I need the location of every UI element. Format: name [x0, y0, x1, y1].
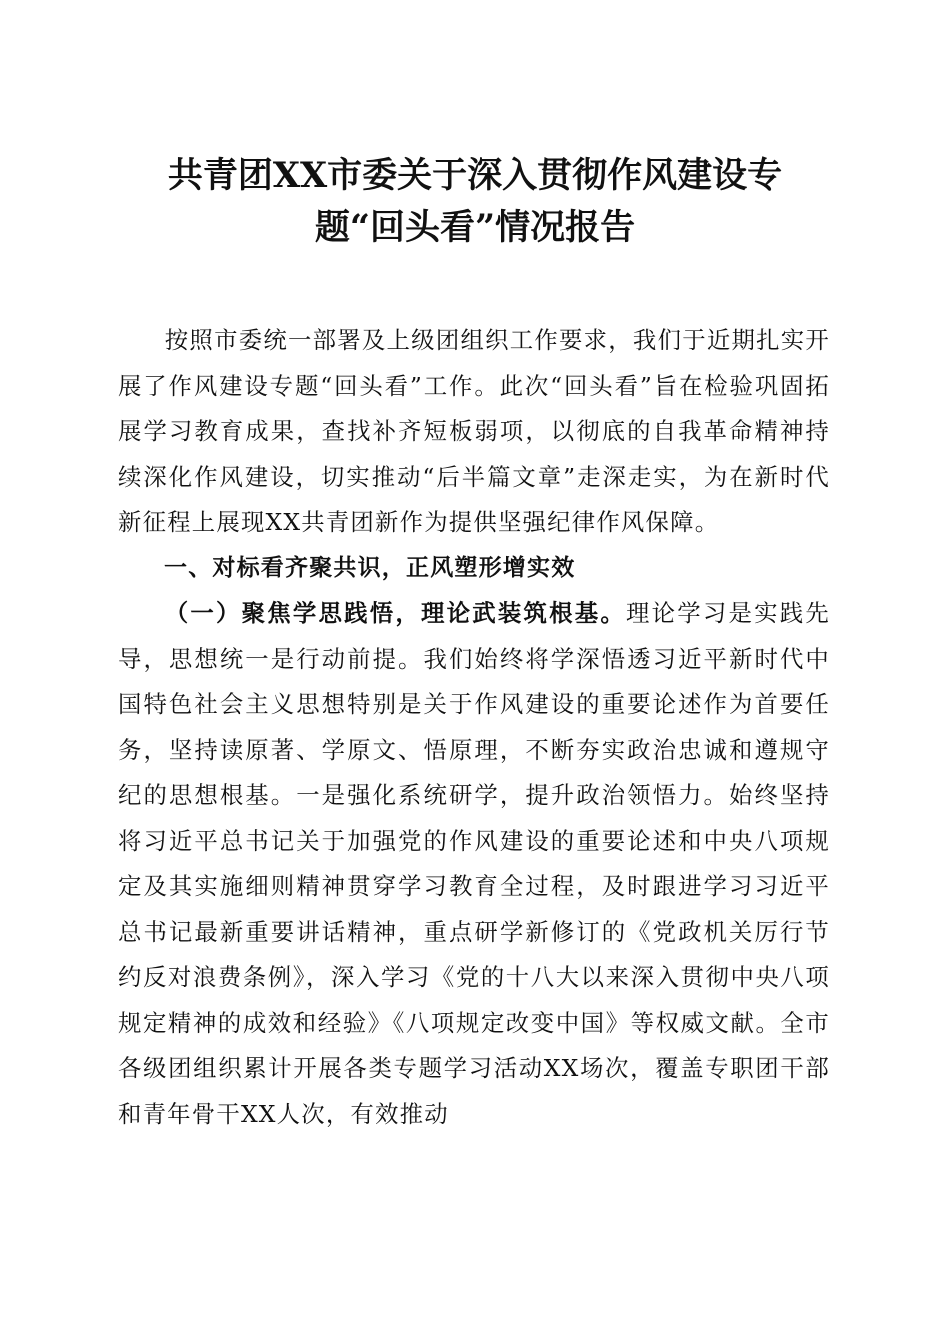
document-body	[118, 318, 830, 1137]
title-line-2: 题“回头看”情况报告	[314, 207, 636, 248]
subsection-heading-1: （一）聚焦学思践悟，理论武装筑根基。	[164, 599, 627, 627]
subsection-paragraph-1	[118, 591, 830, 1137]
subsection-body-1: 理论学习是实践先导，思想统一是行动前提。我们始终将学深悟透习近平新时代中国特色社会主义思想特别是关于作风建设的重要论述作为首要任务，坚持读原著、学原文、悟原理，不断夯实政治忠诚和遵规守纪的思想根基。一是强化系统研学，提升政治领悟力。始终坚持将习近平总书记关于加强党的作风建设的重要论述和中央八项规定及其实施细则精神贯穿学习教育全过程，及时跟进学习习近平总书记最新重要讲话精神，重点研学新修订的《党政机关厉行节约反对浪费条例》，深入学习《党的十八大以来深入贯彻中央八项规定精神的成效和经验》《八项规定改变中国》等权威文献。全市各级团组织累计开展各类专题学习活动XX场次，覆盖专职团干部和青年骨干XX人次，有效推动	[118, 599, 830, 1128]
document-title	[120, 150, 830, 254]
section-heading-1: 一、对标看齐聚共识，正风塑形增实效	[164, 554, 576, 581]
intro-paragraph: 按照市委统一部署及上级团组织工作要求，我们于近期扎实开展了作风建设专题“回头看”工作。此次“回头看”旨在检验巩固拓展学习教育成果，查找补齐短板弱项，以彻底的自我革命精神持续深化作风建设，切实推动“后半篇文章”走深走实，为在新时代新征程上展现XX共青团新作为提供坚强纪律作风保障。	[118, 326, 830, 536]
title-line-1: 共青团XX市委关于深入贯彻作风建设专	[167, 155, 783, 196]
